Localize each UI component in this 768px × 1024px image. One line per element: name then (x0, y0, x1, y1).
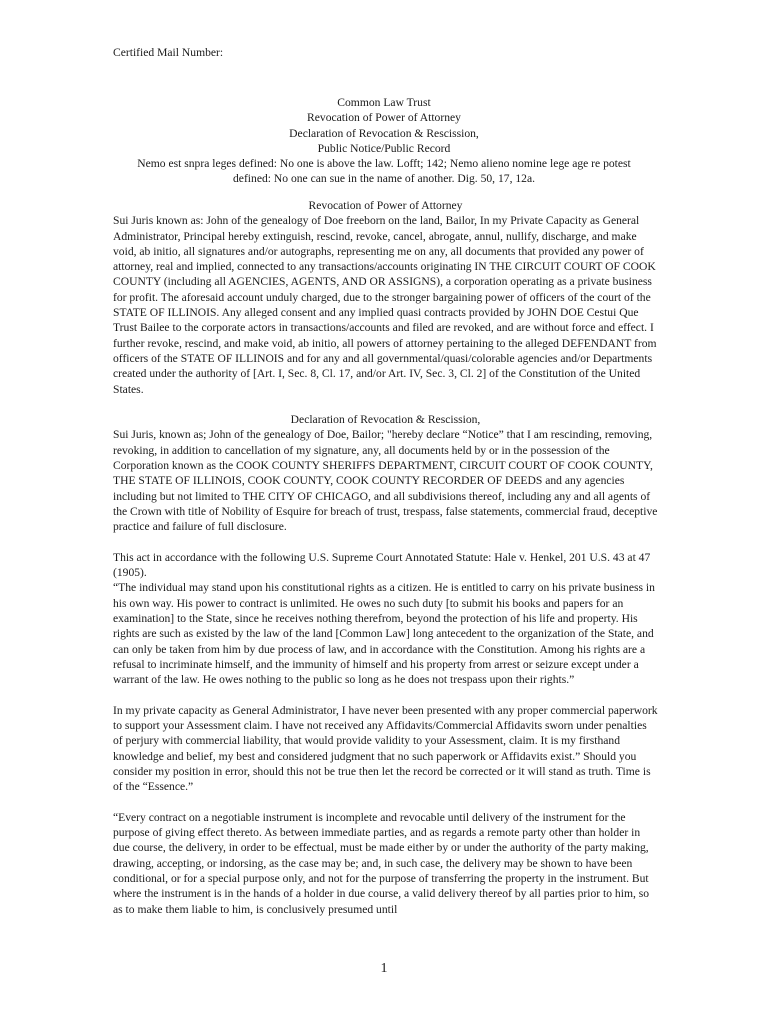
declaration-paragraph: Sui Juris, known as; John of the genealogy of Doe, Bailor; "hereby declare “Notice” that I am rescinding, removing, revoking, in addition to cancellation of my signature, any, all documents held by or in the possession of the Corporation known as the COOK COUNTY SHERIFFS DEPARTMENT, CIRCUIT COURT OF COOK COUNTY, THE STATE OF ILLINOIS, COOK COUNTY, COOK COUNTY RECORDER OF DEEDS and any agencies including but not limited to THE CITY OF CHICAGO, and all subdivisions thereof, including any and all agents of the Crown with title of Nobility of Esquire for breach of trust, trespass, false statements, commercial fraud, deceptive practice and failure of full disclosure. (113, 428, 658, 534)
certified-mail-label: Certified Mail Number: (113, 46, 224, 59)
title-declaration: Declaration of Revocation & Rescission, (289, 126, 479, 140)
statute-intro-paragraph: This act in accordance with the following U.S. Supreme Court Annotated Statute: Hale v. Henkel, 201 U.S. 43 at 47 (1905). (113, 550, 651, 580)
statute-quote-paragraph: “The individual may stand upon his constitutional rights as a citizen. He is entitled to carry on his private business in his own way. His power to contract is unlimited. He owes no such duty [to submit his books and papers for an examination] to the State, since he receives nothing therefrom, beyond the protection of his life and property. His rights are such as existed by the law of the land [Common Law] long antecedent to the organization of the State, and can only be taken from him by due process of law, and in accordance with the Constitution. Among his rights are a refusal to incriminate himself, and the immunity of himself and his property from arrest or seizure except under a warrant of the law. He owes nothing to the public so long as he does not trespass upon their rights.” (113, 581, 655, 687)
private-capacity-paragraph: In my private capacity as General Administrator, I have never been presented with any proper commercial paperwork to support your Assessment claim. I have not received any Affidavits/Commercial Affidavits sworn under penalties of perjury with commercial liability, that would provide validity to your Assessment, claim. It is my firsthand knowledge and belief, my best and considered judgment that no such paperwork or Affidavits exist.” Should you consider my position in error, should this not be true then let the record be corrected or it will stand as truth. Time is of the “Essence.” (113, 703, 658, 794)
paragraph-gap (113, 688, 658, 703)
document-body (113, 198, 658, 917)
paragraph-gap (113, 795, 658, 810)
section-title-revocation: Revocation of Power of Attorney (308, 199, 463, 212)
latin-maxim-line-2: defined: No one can sue in the name of another. Dig. 50, 17, 12a. (233, 172, 535, 186)
page-number: 1 (380, 961, 388, 976)
paragraph-gap (113, 535, 658, 550)
contract-quote-paragraph: “Every contract on a negotiable instrument is incomplete and revocable until delivery of the instrument for the purpose of giving effect thereto. As between immediate parties, and as regards a remote party other than holder in due course, the delivery, in order to be effectual, must be made either by or under the authority of the party making, drawing, accepting, or indorsing, as the case may be; and, in such case, the delivery may be shown to have been conditional, or for a special purpose only, and not for the purpose of transferring the property in the instrument. But where the instrument is in the hands of a holder in due course, a valid delivery thereof by all parties prior to him, so as to make them liable to him, is conclusively presumed until (113, 810, 650, 916)
title-common-law-trust: Common Law Trust (337, 96, 431, 109)
revocation-paragraph: Sui Juris known as: John of the genealogy of Doe freeborn on the land, Bailor, In my Private Capacity as General Administrator, Principal hereby extinguish, rescind, revoke, cancel, abrogate, annul, nullify, discharge, and make void, ab initio, all signatures and/or autographs, representing me on any, all documents that provided any power of attorney, real and implied, connected to any transactions/accounts originating IN THE CIRCUIT COURT OF COOK COUNTY (including all AGENCIES, AGENTS, AND OR ASSIGNS), a corporation operating as a private business for profit. The aforesaid account unduly charged, due to the stronger bargaining power of officers of the court of the STATE OF ILLINOIS. Any alleged consent and any implied quasi contracts provided by JOHN DOE Cestui Que Trust Bailee to the corporate actors in transactions/accounts and filed are revoked, and are without force and effect. I further revoke, rescind, and make void, ab initio, all powers of attorney pertaining to the alleged DEFENDANT from officers of the STATE OF ILLINOIS and for any and all governmental/quasi/colorable agencies and/or Departments created under the authority of [Art. I, Sec. 8, Cl. 17, and/or Art. IV, Sec. 3, Cl. 2] of the Constitution of the United States. (113, 214, 657, 396)
paragraph-gap (113, 397, 658, 412)
latin-maxim-line-1: Nemo est snpra leges defined: No one is above the law. Lofft; 142; Nemo alieno nomine lege age re potest (137, 157, 631, 171)
section-title-declaration: Declaration of Revocation & Rescission, (290, 413, 481, 427)
title-public-notice: Public Notice/Public Record (317, 141, 451, 155)
document-header (113, 95, 655, 187)
title-revocation: Revocation of Power of Attorney (307, 111, 461, 125)
